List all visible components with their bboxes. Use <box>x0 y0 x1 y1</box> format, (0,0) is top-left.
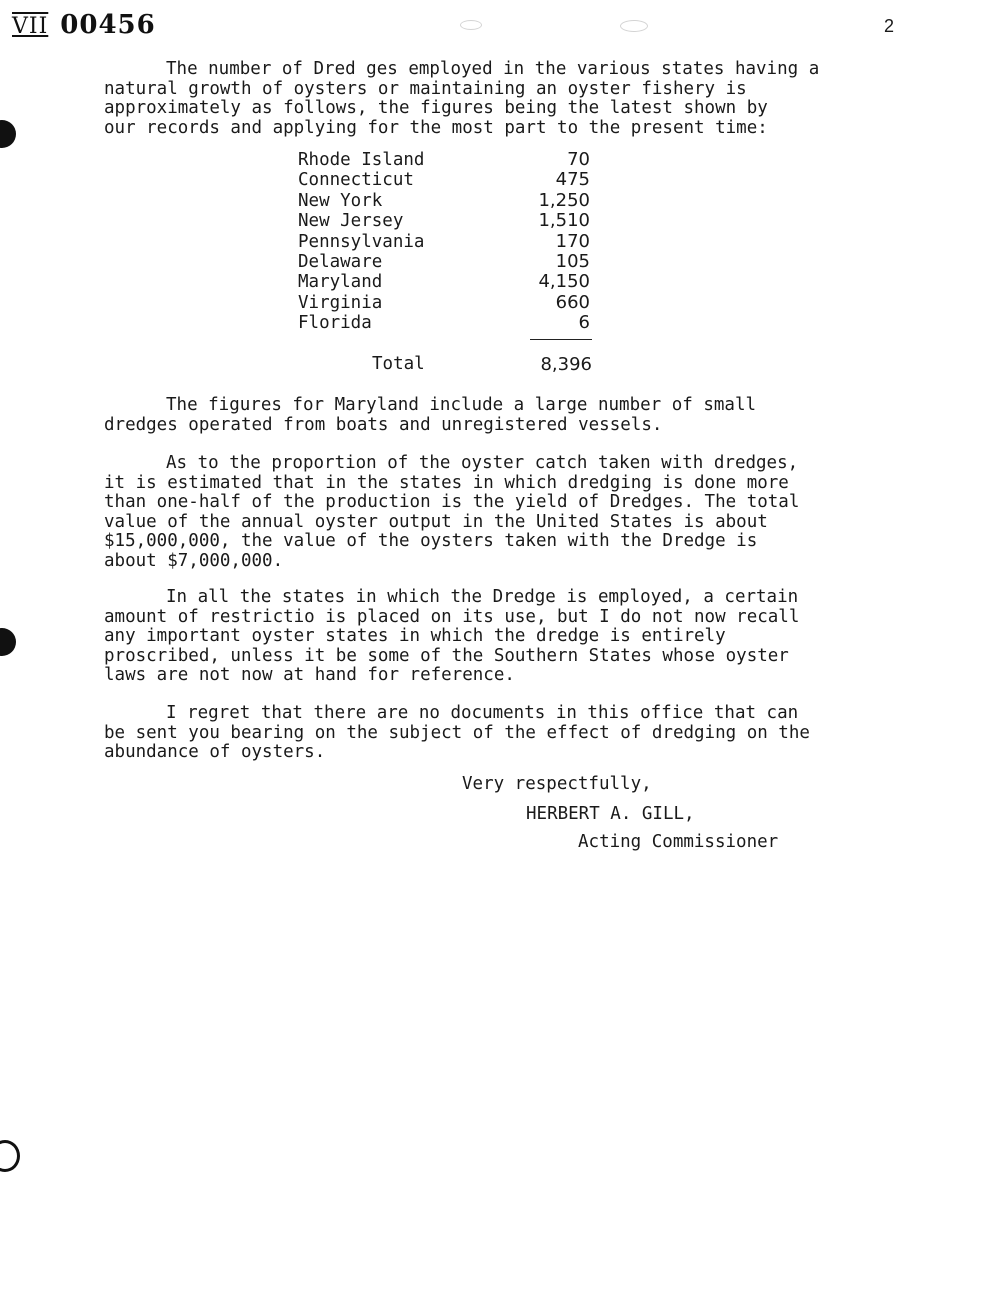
proportion-paragraph: As to the proportion of the oyster catch taken with dredges, it is estimated that in the states in which dredging is done more than one-half of the production is the yield of Dredges. The total value of the annual oyster output in the United States is about $15,000,000, the value of the oysters taken with the Dredge is about $7,000,000. <box>104 453 800 571</box>
state-name: Maryland <box>298 272 383 293</box>
dredge-count: 1,510 <box>538 210 590 232</box>
documents-paragraph: I regret that there are no documents in this office that can be sent you bearing on the subject of the effect of dredging on the abundance of oysters. <box>104 703 810 762</box>
table-row <box>298 252 590 272</box>
total-label: Total <box>372 354 425 374</box>
restriction-paragraph: In all the states in which the Dredge is employed, a certain amount of restrictio is placed on its use, but I do not now recall any important oyster states in which the dredge is entirely proscribed, unless it be some of the Southern States whose oyster laws are not now at hand for reference. <box>104 587 800 685</box>
paper-mark <box>620 20 648 32</box>
dredge-count: 6 <box>578 312 590 334</box>
table-row <box>298 313 590 333</box>
dredge-count: 105 <box>555 250 590 272</box>
table-row <box>298 150 590 170</box>
total-value: 8,396 <box>540 354 592 375</box>
table-row <box>298 170 590 190</box>
page-number: 2 <box>884 16 895 36</box>
total-row <box>372 354 592 375</box>
table-row <box>298 272 590 292</box>
intro-paragraph: The number of Dred ges employed in the various states having a natural growth of oysters or maintaining an oyster fishery is approximately as follows, the figures being the latest shown by our records and applying for the most part to the present time: <box>104 59 820 138</box>
state-name: Rhode Island <box>298 150 425 170</box>
table-row <box>298 232 590 252</box>
archive-stamp <box>12 10 156 40</box>
state-name: Florida <box>298 313 372 334</box>
dredge-count: 70 <box>567 149 590 170</box>
state-name: Delaware <box>298 251 383 272</box>
dredge-count: 660 <box>555 291 590 313</box>
state-name: New York <box>298 190 383 211</box>
state-name: Connecticut <box>298 170 414 191</box>
signer-name: HERBERT A. GILL, <box>526 804 695 824</box>
table-row <box>298 293 590 313</box>
paper-mark <box>460 20 482 30</box>
table-row <box>298 211 590 231</box>
table-row <box>298 191 590 211</box>
punch-hole <box>0 1140 20 1172</box>
state-name: Pennsylvania <box>298 231 425 252</box>
maryland-paragraph: The figures for Maryland include a large number of small dredges operated from boats and unregistered vessels. <box>104 395 757 435</box>
punch-hole <box>0 120 16 148</box>
state-name: New Jersey <box>298 211 404 232</box>
punch-hole <box>0 628 16 656</box>
stamp-roman: VII <box>12 14 49 39</box>
dredge-count: 1,250 <box>538 189 590 211</box>
signer-title: Acting Commissioner <box>578 832 779 852</box>
stamp-number: 00456 <box>60 10 156 40</box>
dredge-table <box>298 150 598 334</box>
dredge-count: 475 <box>555 169 590 191</box>
total-rule <box>530 339 592 340</box>
state-name: Virginia <box>298 292 383 313</box>
closing-salutation: Very respectfully, <box>462 774 652 794</box>
dredge-count: 170 <box>555 230 590 252</box>
dredge-count: 4,150 <box>538 271 590 293</box>
